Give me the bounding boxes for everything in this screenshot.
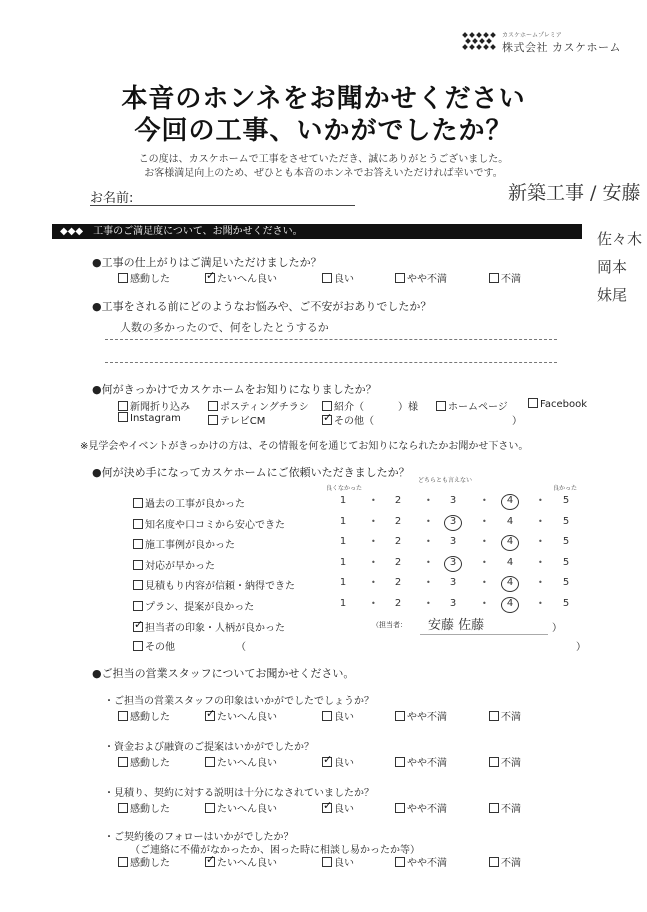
scale-number[interactable]: 4 (506, 577, 514, 588)
q4-text: ●何が決め手になってカスケホームにご依頼いただきましたか？ (92, 466, 410, 479)
q4-item-5[interactable] (133, 598, 254, 613)
checkbox-icon (322, 857, 332, 867)
checkbox-icon (205, 803, 215, 813)
option-label: 施工事例が良かった (145, 540, 235, 551)
q5-sub0-option-2[interactable] (322, 708, 354, 723)
checkbox-icon (489, 273, 499, 283)
staff-label: （担当者： (372, 621, 407, 629)
option-label: 不満 (501, 712, 521, 723)
scale-number[interactable]: 5 (562, 536, 570, 547)
logo-company-name: 株式会社 カスケホーム (502, 41, 621, 54)
option-label: 不満 (501, 804, 521, 815)
checkbox-checked-icon (205, 273, 215, 283)
q3-option-tvcm[interactable] (208, 412, 265, 427)
checkbox-icon (118, 757, 128, 767)
intro-line2: お客様満足向上のため、ぜひとも本音のホンネでお答えいただければ幸いです。 (144, 168, 503, 179)
option-label: 対応が早かった (145, 560, 215, 572)
checkbox-icon (322, 401, 332, 411)
scale-number[interactable]: 2 (394, 495, 402, 506)
checkbox-icon (395, 711, 405, 721)
q5-sub1-option-0[interactable] (118, 754, 170, 769)
q5-sub0-option-1[interactable] (205, 708, 277, 723)
checkbox-icon (395, 857, 405, 867)
scale-number[interactable]: 3 (449, 495, 457, 506)
option-label: たいへん良い (217, 274, 277, 285)
checkbox-checked-icon (205, 857, 215, 867)
checkbox-icon (133, 498, 143, 508)
checkbox-icon (133, 601, 143, 611)
scale-separator: • (371, 537, 376, 546)
q1-text: ●工事の仕上がりはご満足いただけましたか？ (92, 256, 322, 269)
option-label: 感動した (130, 274, 170, 285)
q5-sub3-option-2[interactable] (322, 854, 354, 869)
scale-number[interactable]: 1 (339, 515, 347, 527)
q3-option-newspaper[interactable] (118, 398, 190, 413)
scale-separator: • (426, 496, 431, 505)
selected-rating-circle (501, 535, 519, 551)
q5-sub2-option-3[interactable] (395, 800, 447, 815)
scale-separator: • (371, 578, 376, 587)
checkbox-icon (118, 857, 128, 867)
selected-rating-circle (444, 556, 462, 572)
option-label: 不満 (501, 858, 521, 869)
scale-number[interactable]: 3 (449, 515, 457, 527)
scale-separator: • (482, 598, 487, 608)
scale-number[interactable]: 1 (339, 577, 347, 588)
checkbox-icon (489, 757, 499, 767)
staff-name-line (420, 634, 548, 635)
scale-number[interactable]: 4 (506, 536, 514, 547)
option-label: たいへん良い (217, 758, 277, 769)
checkbox-icon (133, 519, 143, 529)
name-field[interactable] (90, 205, 355, 206)
scale-separator: • (482, 496, 487, 505)
q5-sub3-option-3[interactable] (395, 854, 447, 869)
scale-number[interactable]: 4 (506, 597, 514, 609)
q4-item-2[interactable] (133, 536, 235, 551)
q5-sub1-option-2[interactable] (322, 754, 354, 769)
q5-sub1-option-4[interactable] (489, 754, 521, 769)
scale-number[interactable]: 2 (394, 515, 402, 527)
q5-sub2-option-4[interactable] (489, 800, 521, 815)
scale-label-high: 良かった (553, 485, 578, 492)
checkbox-icon (133, 539, 143, 549)
handwritten-side-3: 妹尾 (597, 286, 628, 304)
checkbox-checked-icon (322, 757, 332, 767)
scale-separator: • (538, 496, 543, 505)
event-note: ※見学会やイベントがきっかけの方は、その情報を何を通じてお知りになられたかお聞かせ下さい。 (80, 441, 529, 452)
checkbox-icon (118, 273, 128, 283)
q5-sub-text-1: ・資金および融資のご提案はいかがでしたか？ (104, 742, 314, 753)
option-label: 感動した (130, 858, 170, 869)
option-label: 感動した (130, 758, 170, 769)
q3-option-homepage[interactable] (436, 398, 508, 413)
scale-number[interactable]: 5 (562, 495, 570, 506)
q3-option-instagram[interactable] (118, 412, 181, 424)
q3-text: ●何がきっかけでカスケホームをお知りになりましたか？ (92, 383, 377, 396)
scale-separator: • (426, 557, 431, 567)
option-label: やや不満 (407, 758, 447, 769)
logo-small-text: カスケホームプレミア (502, 32, 562, 39)
q3-option-label: テレビCM (220, 416, 266, 427)
scale-separator: • (426, 598, 431, 608)
q4-item-other[interactable] (133, 638, 175, 653)
checkbox-icon (118, 401, 128, 411)
other-close: ） (576, 642, 586, 653)
q5-sub2-option-0[interactable] (118, 800, 170, 815)
q5-sub-text-3: ・ご契約後のフォローはいかがでしたか？ (104, 832, 294, 843)
scale-number[interactable]: 3 (449, 577, 457, 588)
checkbox-icon (489, 803, 499, 813)
scale-separator: • (371, 557, 376, 567)
scale-number[interactable]: 1 (339, 536, 347, 547)
checkbox-icon (489, 711, 499, 721)
staff-close: ） (552, 623, 562, 634)
q3-option-posting[interactable] (208, 398, 309, 413)
q4-item-3[interactable] (133, 557, 215, 572)
q3-option-label: 新聞折り込み (130, 402, 190, 413)
checkbox-icon (118, 711, 128, 721)
selected-rating-circle (501, 597, 519, 613)
section-banner: ◆◆◆ 工事のご満足度について、お聞かせください。 (52, 224, 582, 239)
scale-number[interactable]: 4 (506, 556, 514, 568)
staff-name: 安藤 佐藤 (428, 618, 485, 633)
q4-item-0[interactable] (133, 495, 245, 510)
scale-separator: • (371, 598, 376, 608)
option-label: やや不満 (407, 858, 447, 869)
scale-separator: • (538, 516, 543, 526)
scale-separator: • (426, 516, 431, 526)
checkbox-icon (322, 273, 332, 283)
q2-answer: 人数の多かったので、何をしたとうするか (120, 321, 329, 334)
checkbox-icon (395, 803, 405, 813)
checkbox-icon (118, 412, 128, 422)
q5-text: ●ご担当の営業スタッフについてお聞かせください。 (92, 667, 355, 680)
option-label: 感動した (130, 712, 170, 723)
checkbox-checked-icon (133, 622, 143, 632)
option-label: たいへん良い (217, 712, 277, 723)
scale-separator: • (371, 516, 376, 526)
q2-answer-line-1 (105, 339, 557, 340)
scale-number[interactable]: 3 (449, 536, 457, 547)
option-label: 良い (334, 804, 354, 815)
q1-option-4[interactable] (489, 270, 521, 285)
page-title-line2: 今回の工事、いかがでしたか？ (134, 116, 513, 146)
scale-number[interactable]: 4 (506, 515, 514, 527)
scale-number[interactable]: 5 (562, 597, 570, 609)
q5-sub2-option-2[interactable] (322, 800, 354, 815)
option-label: 良い (334, 712, 354, 723)
q3-option-label: Instagram (130, 413, 181, 424)
scale-separator: • (482, 516, 487, 526)
q3-referral-suffix: ）様 (398, 402, 418, 413)
scale-label-low: 良くなかった (326, 485, 363, 492)
scale-number[interactable]: 1 (339, 495, 347, 506)
option-label: 知名度や口コミから安心できた (145, 519, 285, 531)
intro-line1: この度は、カスケホームで工事をさせていただき、誠にありがとうございました。 (138, 154, 509, 165)
q5-sub0-option-3[interactable] (395, 708, 447, 723)
q5-sub2-option-1[interactable] (205, 800, 277, 815)
scale-number[interactable]: 1 (339, 597, 347, 609)
q3-option-label: その他（ (334, 416, 374, 427)
checkbox-icon (489, 857, 499, 867)
checkbox-checked-icon (322, 415, 332, 425)
option-label: 良い (334, 758, 354, 769)
page-title-line1: 本音のホンネをお聞かせください (121, 84, 526, 114)
scale-separator: • (482, 578, 487, 587)
q2-answer-line-2 (105, 362, 557, 363)
q5-sub-text2-3: （ご連絡に不備がなかったか、困った時に相談し易かったか等） (130, 845, 420, 856)
checkbox-icon (208, 401, 218, 411)
option-label: プラン、提案が良かった (145, 601, 255, 613)
q1-option-2[interactable] (322, 270, 354, 285)
checkbox-icon (322, 711, 332, 721)
selected-rating-circle (501, 494, 519, 510)
q5-sub0-option-0[interactable] (118, 708, 170, 723)
scale-separator: • (426, 537, 431, 546)
option-label: 良い (334, 274, 354, 285)
option-label: やや不満 (407, 274, 447, 285)
q3-option-other[interactable] (322, 412, 374, 427)
scale-separator: • (482, 537, 487, 546)
checkbox-icon (436, 401, 446, 411)
scale-number[interactable]: 3 (449, 597, 457, 609)
q1-option-1[interactable] (205, 270, 277, 285)
q3-option-label: ポスティングチラシ (220, 402, 309, 413)
scale-separator: • (482, 557, 487, 567)
scale-separator: • (426, 578, 431, 587)
q4-item-4[interactable] (133, 577, 295, 592)
q3-option-facebook[interactable] (528, 398, 587, 410)
q5-sub3-option-0[interactable] (118, 854, 170, 869)
scale-number[interactable]: 2 (394, 597, 402, 609)
option-label: たいへん良い (217, 804, 277, 815)
scale-number[interactable]: 5 (562, 515, 570, 527)
scale-number[interactable]: 4 (506, 495, 514, 506)
option-label: 不満 (501, 758, 521, 769)
option-label: 良い (334, 858, 354, 869)
option-label: 不満 (501, 274, 521, 285)
q5-sub-text-0: ・ご担当の営業スタッフの印象はいかがでしたでしょうか？ (104, 696, 374, 707)
q5-sub1-option-1[interactable] (205, 754, 277, 769)
scale-separator: • (538, 557, 543, 567)
q5-sub3-option-4[interactable] (489, 854, 521, 869)
checkbox-checked-icon (322, 803, 332, 813)
other-open: （ (236, 642, 246, 653)
scale-number[interactable]: 2 (394, 577, 402, 588)
q5-sub-text-2: ・見積り、契約に対する説明は十分になされていましたか？ (104, 788, 374, 799)
scale-number[interactable]: 1 (339, 556, 347, 568)
q3-option-label: 紹介（ (334, 402, 364, 413)
handwritten-side-2: 岡本 (597, 258, 628, 276)
scale-separator: • (538, 598, 543, 608)
scale-separator: • (371, 496, 376, 505)
checkbox-icon (395, 273, 405, 283)
checkbox-icon (118, 803, 128, 813)
handwritten-side-1: 佐々木 (597, 230, 643, 248)
checkbox-icon (133, 641, 143, 651)
scale-separator: • (538, 578, 543, 587)
logo-mark-icon (462, 32, 496, 50)
q1-option-0[interactable] (118, 270, 170, 285)
checkbox-icon (133, 580, 143, 590)
q4-item-label: 担当者の印象・人柄が良かった (145, 623, 285, 634)
company-logo (462, 30, 621, 54)
q3-other-close: ） (512, 416, 522, 427)
option-label: やや不満 (407, 804, 447, 815)
q1-option-3[interactable] (395, 270, 447, 285)
checkbox-icon (528, 398, 538, 408)
option-label: 見積もり内容が信頼・納得できた (145, 581, 295, 592)
q4-item-label: その他 (145, 642, 175, 653)
q5-sub0-option-4[interactable] (489, 708, 521, 723)
q4-item-1[interactable] (133, 516, 285, 531)
q5-sub3-option-1[interactable] (205, 854, 277, 869)
selected-rating-circle (444, 515, 462, 531)
checkbox-checked-icon (205, 711, 215, 721)
q5-sub1-option-3[interactable] (395, 754, 447, 769)
checkbox-icon (205, 757, 215, 767)
checkbox-icon (208, 415, 218, 425)
scale-number[interactable]: 3 (449, 556, 457, 568)
scale-label-mid: どちらとも言えない (418, 477, 473, 484)
option-label: やや不満 (407, 712, 447, 723)
q3-option-label: Facebook (540, 399, 587, 410)
option-label: 過去の工事が良かった (145, 499, 245, 510)
option-label: たいへん良い (217, 858, 277, 869)
scale-number[interactable]: 2 (394, 536, 402, 547)
checkbox-icon (133, 560, 143, 570)
checkbox-icon (395, 757, 405, 767)
q3-option-label: ホームページ (448, 402, 508, 413)
scale-number[interactable]: 5 (562, 577, 570, 588)
name-label: お名前: (90, 191, 134, 206)
handwritten-name: 新築工事 / 安藤 (508, 182, 641, 204)
q4-item-staff[interactable] (133, 619, 285, 634)
scale-number[interactable]: 5 (562, 556, 570, 568)
q2-text: ●工事をされる前にどのようなお悩みや、ご不安がおありでしたか？ (92, 300, 432, 313)
scale-separator: • (538, 537, 543, 546)
scale-number[interactable]: 2 (394, 556, 402, 568)
option-label: 感動した (130, 804, 170, 815)
selected-rating-circle (501, 576, 519, 592)
